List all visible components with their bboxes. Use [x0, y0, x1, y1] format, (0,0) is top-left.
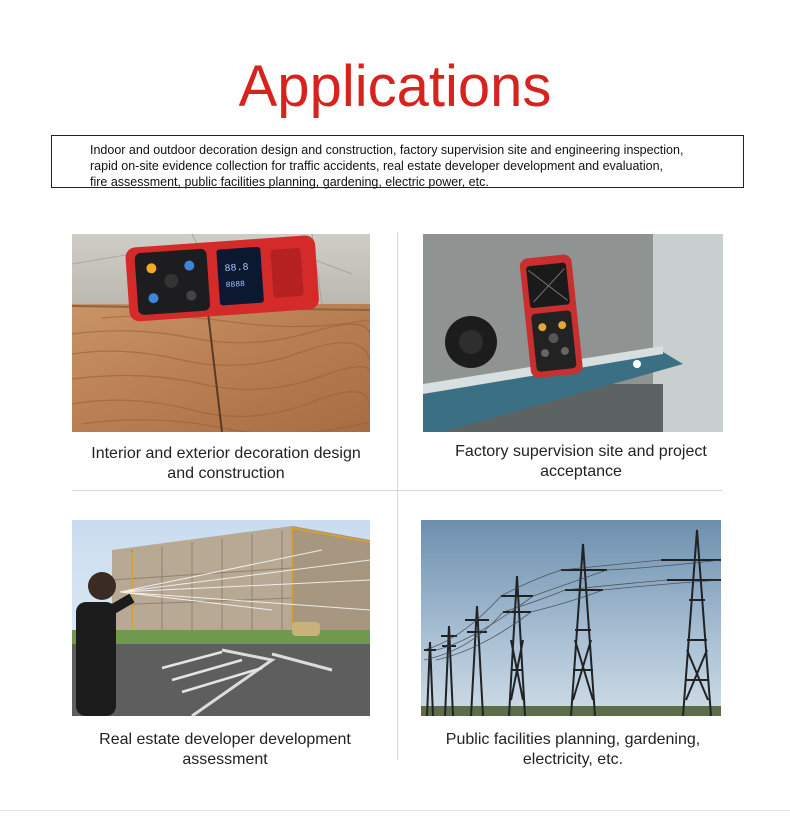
caption-line: Factory supervision site and project [455, 443, 707, 460]
caption-line: and construction [167, 465, 285, 482]
photo-interior-decoration [72, 234, 370, 432]
caption-interior-decoration [72, 444, 380, 484]
caption-line: Interior and exterior decoration design [91, 445, 361, 462]
caption-line: electricity, etc. [522, 751, 624, 768]
grid-divider-vertical [397, 232, 398, 760]
caption-line: Real estate developer development [99, 731, 351, 748]
svg-text:8888: 8888 [225, 279, 246, 291]
caption-real-estate [72, 730, 378, 770]
description-line: rapid on-site evidence collection for traffic accidents, real estate developer development and evaluation, [90, 159, 664, 173]
caption-line: acceptance [540, 463, 622, 480]
svg-text:88.8: 88.8 [224, 262, 249, 276]
photo-factory-supervision [423, 234, 723, 432]
description-box [51, 135, 744, 188]
caption-factory-supervision [423, 442, 739, 482]
photo-real-estate [72, 520, 370, 716]
grid-divider-horizontal [72, 490, 722, 491]
caption-power-pylons [421, 730, 725, 770]
page-title: Applications [238, 54, 552, 119]
description-line: fire assessment, public facilities planning, gardening, electric power, etc. [90, 175, 489, 189]
caption-line: assessment [182, 751, 268, 768]
description-line: Indoor and outdoor decoration design and construction, factory supervision site and engineering inspection, [90, 143, 684, 157]
bottom-divider [0, 810, 790, 811]
photo-power-pylons [421, 520, 721, 716]
caption-line: Public facilities planning, gardening, [445, 731, 701, 748]
